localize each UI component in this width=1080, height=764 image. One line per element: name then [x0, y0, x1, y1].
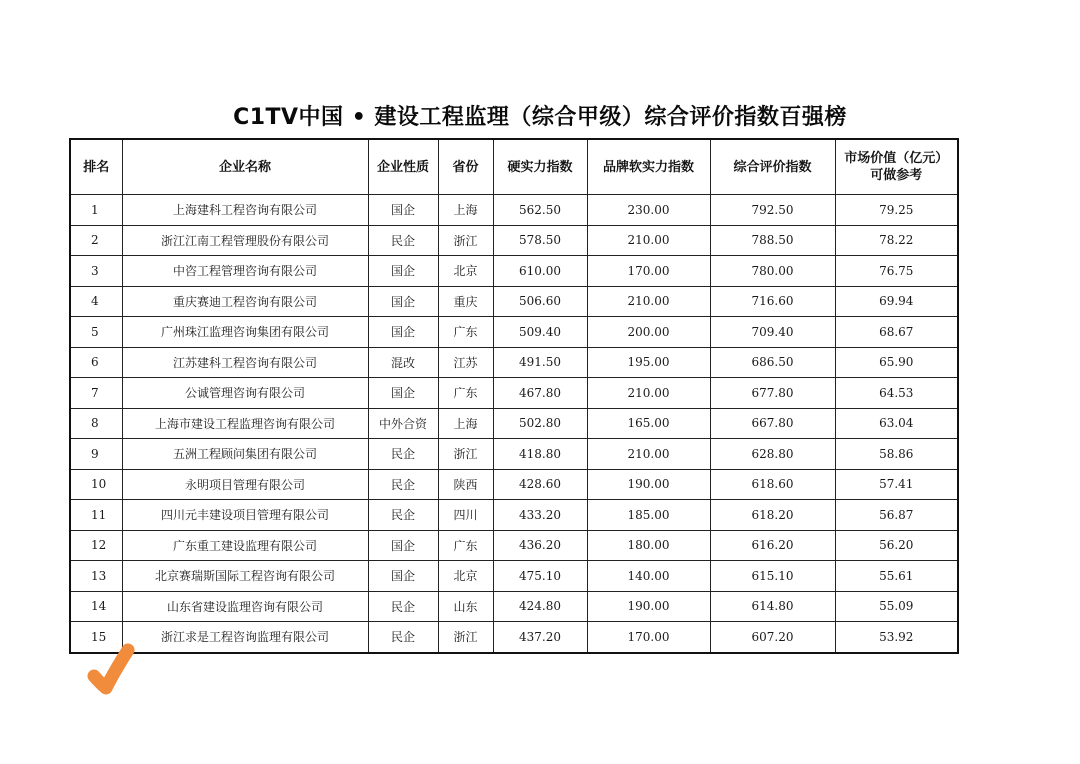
- table-row: [70, 225, 958, 256]
- cell-brand-soft-power: 170.00: [587, 622, 710, 653]
- table-row: [70, 317, 958, 348]
- cell-province: 广东: [438, 317, 493, 348]
- cell-composite-index: 615.10: [710, 561, 835, 592]
- cell-composite-index: 677.80: [710, 378, 835, 409]
- table-row: [70, 256, 958, 287]
- cell-hard-power: 502.80: [493, 408, 587, 439]
- cell-nature: 国企: [368, 561, 438, 592]
- cell-composite-index: 667.80: [710, 408, 835, 439]
- cell-hard-power: 475.10: [493, 561, 587, 592]
- cell-brand-soft-power: 165.00: [587, 408, 710, 439]
- cell-rank: 2: [70, 225, 122, 256]
- cell-composite-index: 780.00: [710, 256, 835, 287]
- cell-nature: 国企: [368, 286, 438, 317]
- cell-rank: 6: [70, 347, 122, 378]
- cell-hard-power: 418.80: [493, 439, 587, 470]
- cell-composite-index: 716.60: [710, 286, 835, 317]
- cell-composite-index: 709.40: [710, 317, 835, 348]
- cell-market-value: 63.04: [835, 408, 958, 439]
- cell-nature: 国企: [368, 317, 438, 348]
- table-row: [70, 500, 958, 531]
- cell-market-value: 69.94: [835, 286, 958, 317]
- cell-hard-power: 491.50: [493, 347, 587, 378]
- table-row: [70, 530, 958, 561]
- cell-market-value: 55.09: [835, 591, 958, 622]
- cell-market-value: 56.20: [835, 530, 958, 561]
- cell-composite-index: 686.50: [710, 347, 835, 378]
- cell-hard-power: 436.20: [493, 530, 587, 561]
- header-market-value-line2: 可做参考: [870, 168, 923, 183]
- cell-nature: 民企: [368, 500, 438, 531]
- cell-company: 重庆赛迪工程咨询有限公司: [122, 286, 368, 317]
- cell-rank: 8: [70, 408, 122, 439]
- cell-hard-power: 433.20: [493, 500, 587, 531]
- cell-province: 广东: [438, 530, 493, 561]
- cell-nature: 国企: [368, 530, 438, 561]
- cell-hard-power: 506.60: [493, 286, 587, 317]
- header-rank: 排名: [70, 139, 122, 195]
- cell-rank: 15: [70, 622, 122, 653]
- cell-composite-index: 607.20: [710, 622, 835, 653]
- cell-brand-soft-power: 210.00: [587, 225, 710, 256]
- cell-company: 上海建科工程咨询有限公司: [122, 195, 368, 226]
- cell-company: 公诚管理咨询有限公司: [122, 378, 368, 409]
- table-row: [70, 408, 958, 439]
- header-market-value: [835, 139, 958, 195]
- cell-nature: 民企: [368, 591, 438, 622]
- cell-market-value: 65.90: [835, 347, 958, 378]
- cell-province: 浙江: [438, 439, 493, 470]
- cell-province: 重庆: [438, 286, 493, 317]
- cell-market-value: 53.92: [835, 622, 958, 653]
- cell-company: 五洲工程顾问集团有限公司: [122, 439, 368, 470]
- cell-company: 山东省建设监理咨询有限公司: [122, 591, 368, 622]
- cell-market-value: 76.75: [835, 256, 958, 287]
- cell-brand-soft-power: 200.00: [587, 317, 710, 348]
- cell-brand-soft-power: 190.00: [587, 591, 710, 622]
- table-row: [70, 378, 958, 409]
- cell-nature: 民企: [368, 469, 438, 500]
- table-row: [70, 591, 958, 622]
- cell-rank: 1: [70, 195, 122, 226]
- cell-company: 浙江求是工程咨询监理有限公司: [122, 622, 368, 653]
- cell-company: 四川元丰建设项目管理有限公司: [122, 500, 368, 531]
- table-body: [70, 195, 958, 653]
- header-composite-index: 综合评价指数: [710, 139, 835, 195]
- cell-composite-index: 792.50: [710, 195, 835, 226]
- cell-hard-power: 578.50: [493, 225, 587, 256]
- cell-hard-power: 424.80: [493, 591, 587, 622]
- cell-province: 陕西: [438, 469, 493, 500]
- cell-province: 浙江: [438, 225, 493, 256]
- cell-province: 四川: [438, 500, 493, 531]
- cell-hard-power: 610.00: [493, 256, 587, 287]
- cell-rank: 11: [70, 500, 122, 531]
- cell-province: 山东: [438, 591, 493, 622]
- checkmark-icon: [84, 638, 140, 698]
- table-row: [70, 622, 958, 653]
- cell-composite-index: 614.80: [710, 591, 835, 622]
- cell-nature: 民企: [368, 622, 438, 653]
- cell-province: 北京: [438, 256, 493, 287]
- header-market-value-line1: 市场价值（亿元）: [844, 151, 949, 166]
- cell-province: 上海: [438, 408, 493, 439]
- cell-hard-power: 428.60: [493, 469, 587, 500]
- table-row: [70, 347, 958, 378]
- table-row: [70, 469, 958, 500]
- cell-market-value: 57.41: [835, 469, 958, 500]
- cell-composite-index: 616.20: [710, 530, 835, 561]
- cell-hard-power: 437.20: [493, 622, 587, 653]
- cell-company: 浙江江南工程管理股份有限公司: [122, 225, 368, 256]
- table-row: [70, 439, 958, 470]
- cell-company: 北京赛瑞斯国际工程咨询有限公司: [122, 561, 368, 592]
- cell-rank: 9: [70, 439, 122, 470]
- cell-rank: 3: [70, 256, 122, 287]
- cell-composite-index: 618.60: [710, 469, 835, 500]
- cell-brand-soft-power: 180.00: [587, 530, 710, 561]
- table-header-row: [70, 139, 958, 195]
- table-row: [70, 195, 958, 226]
- cell-composite-index: 788.50: [710, 225, 835, 256]
- cell-nature: 中外合资: [368, 408, 438, 439]
- cell-market-value: 68.67: [835, 317, 958, 348]
- cell-composite-index: 618.20: [710, 500, 835, 531]
- cell-hard-power: 562.50: [493, 195, 587, 226]
- header-province: 省份: [438, 139, 493, 195]
- cell-market-value: 79.25: [835, 195, 958, 226]
- cell-nature: 民企: [368, 439, 438, 470]
- cell-brand-soft-power: 230.00: [587, 195, 710, 226]
- cell-market-value: 64.53: [835, 378, 958, 409]
- cell-brand-soft-power: 190.00: [587, 469, 710, 500]
- cell-hard-power: 509.40: [493, 317, 587, 348]
- cell-rank: 4: [70, 286, 122, 317]
- cell-rank: 5: [70, 317, 122, 348]
- cell-nature: 混改: [368, 347, 438, 378]
- page-title: C1TV中国 • 建设工程监理（综合甲级）综合评价指数百强榜: [233, 105, 847, 130]
- cell-company: 上海市建设工程监理咨询有限公司: [122, 408, 368, 439]
- cell-brand-soft-power: 210.00: [587, 378, 710, 409]
- cell-brand-soft-power: 170.00: [587, 256, 710, 287]
- cell-rank: 12: [70, 530, 122, 561]
- cell-market-value: 58.86: [835, 439, 958, 470]
- ranking-table: [69, 138, 959, 654]
- cell-rank: 14: [70, 591, 122, 622]
- header-hard-power: 硬实力指数: [493, 139, 587, 195]
- cell-nature: 国企: [368, 256, 438, 287]
- cell-rank: 7: [70, 378, 122, 409]
- cell-brand-soft-power: 210.00: [587, 286, 710, 317]
- cell-province: 上海: [438, 195, 493, 226]
- cell-brand-soft-power: 210.00: [587, 439, 710, 470]
- cell-composite-index: 628.80: [710, 439, 835, 470]
- cell-province: 广东: [438, 378, 493, 409]
- table-row: [70, 561, 958, 592]
- cell-brand-soft-power: 195.00: [587, 347, 710, 378]
- cell-hard-power: 467.80: [493, 378, 587, 409]
- cell-brand-soft-power: 185.00: [587, 500, 710, 531]
- cell-brand-soft-power: 140.00: [587, 561, 710, 592]
- cell-province: 江苏: [438, 347, 493, 378]
- cell-company: 江苏建科工程咨询有限公司: [122, 347, 368, 378]
- table-row: [70, 286, 958, 317]
- cell-nature: 国企: [368, 378, 438, 409]
- cell-nature: 国企: [368, 195, 438, 226]
- cell-company: 广州珠江监理咨询集团有限公司: [122, 317, 368, 348]
- cell-nature: 民企: [368, 225, 438, 256]
- header-company: 企业名称: [122, 139, 368, 195]
- cell-company: 广东重工建设监理有限公司: [122, 530, 368, 561]
- cell-market-value: 78.22: [835, 225, 958, 256]
- cell-province: 浙江: [438, 622, 493, 653]
- cell-rank: 10: [70, 469, 122, 500]
- header-brand-soft-power: 品牌软实力指数: [587, 139, 710, 195]
- header-nature: 企业性质: [368, 139, 438, 195]
- cell-company: 中咨工程管理咨询有限公司: [122, 256, 368, 287]
- cell-market-value: 55.61: [835, 561, 958, 592]
- cell-province: 北京: [438, 561, 493, 592]
- cell-market-value: 56.87: [835, 500, 958, 531]
- cell-rank: 13: [70, 561, 122, 592]
- cell-company: 永明项目管理有限公司: [122, 469, 368, 500]
